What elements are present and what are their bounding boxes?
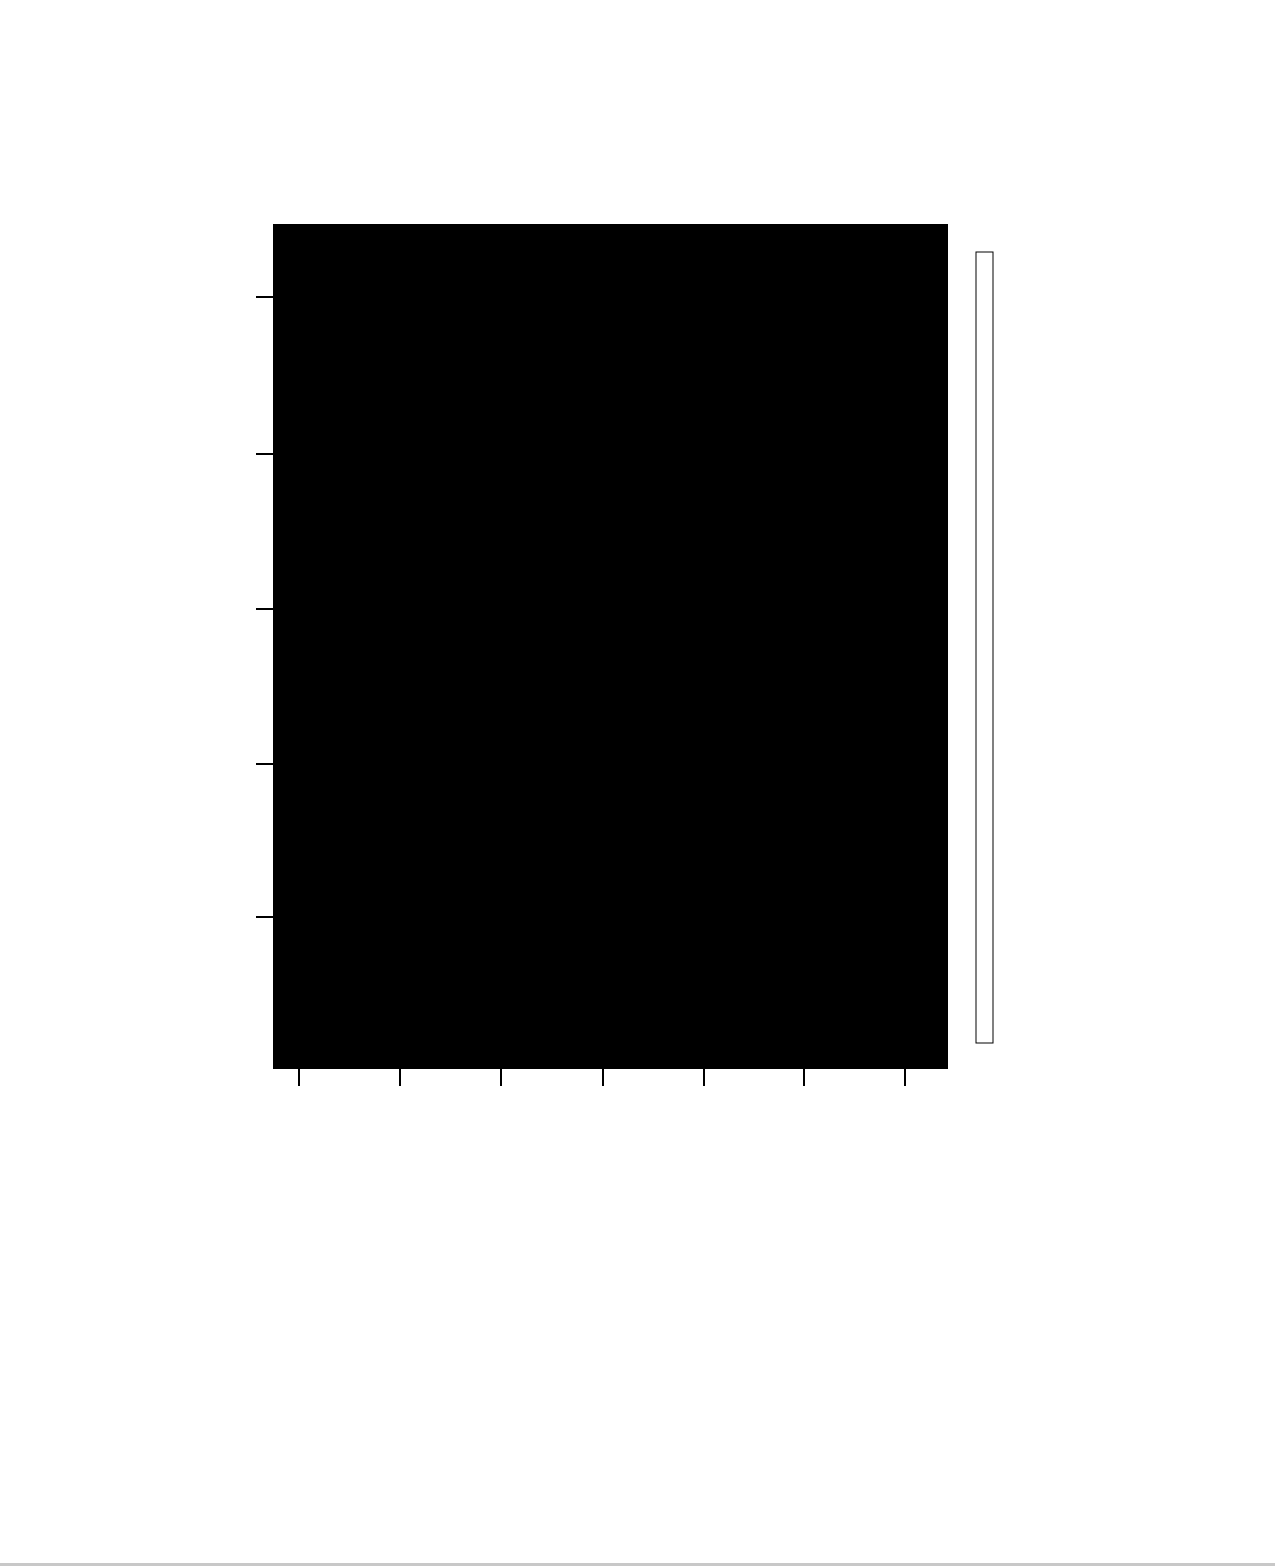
plot-area [274, 225, 947, 1068]
colorbar [976, 252, 993, 1043]
latitude-axis [256, 297, 274, 917]
colorbar-frame [976, 252, 993, 1043]
longitude-axis [299, 1068, 905, 1086]
